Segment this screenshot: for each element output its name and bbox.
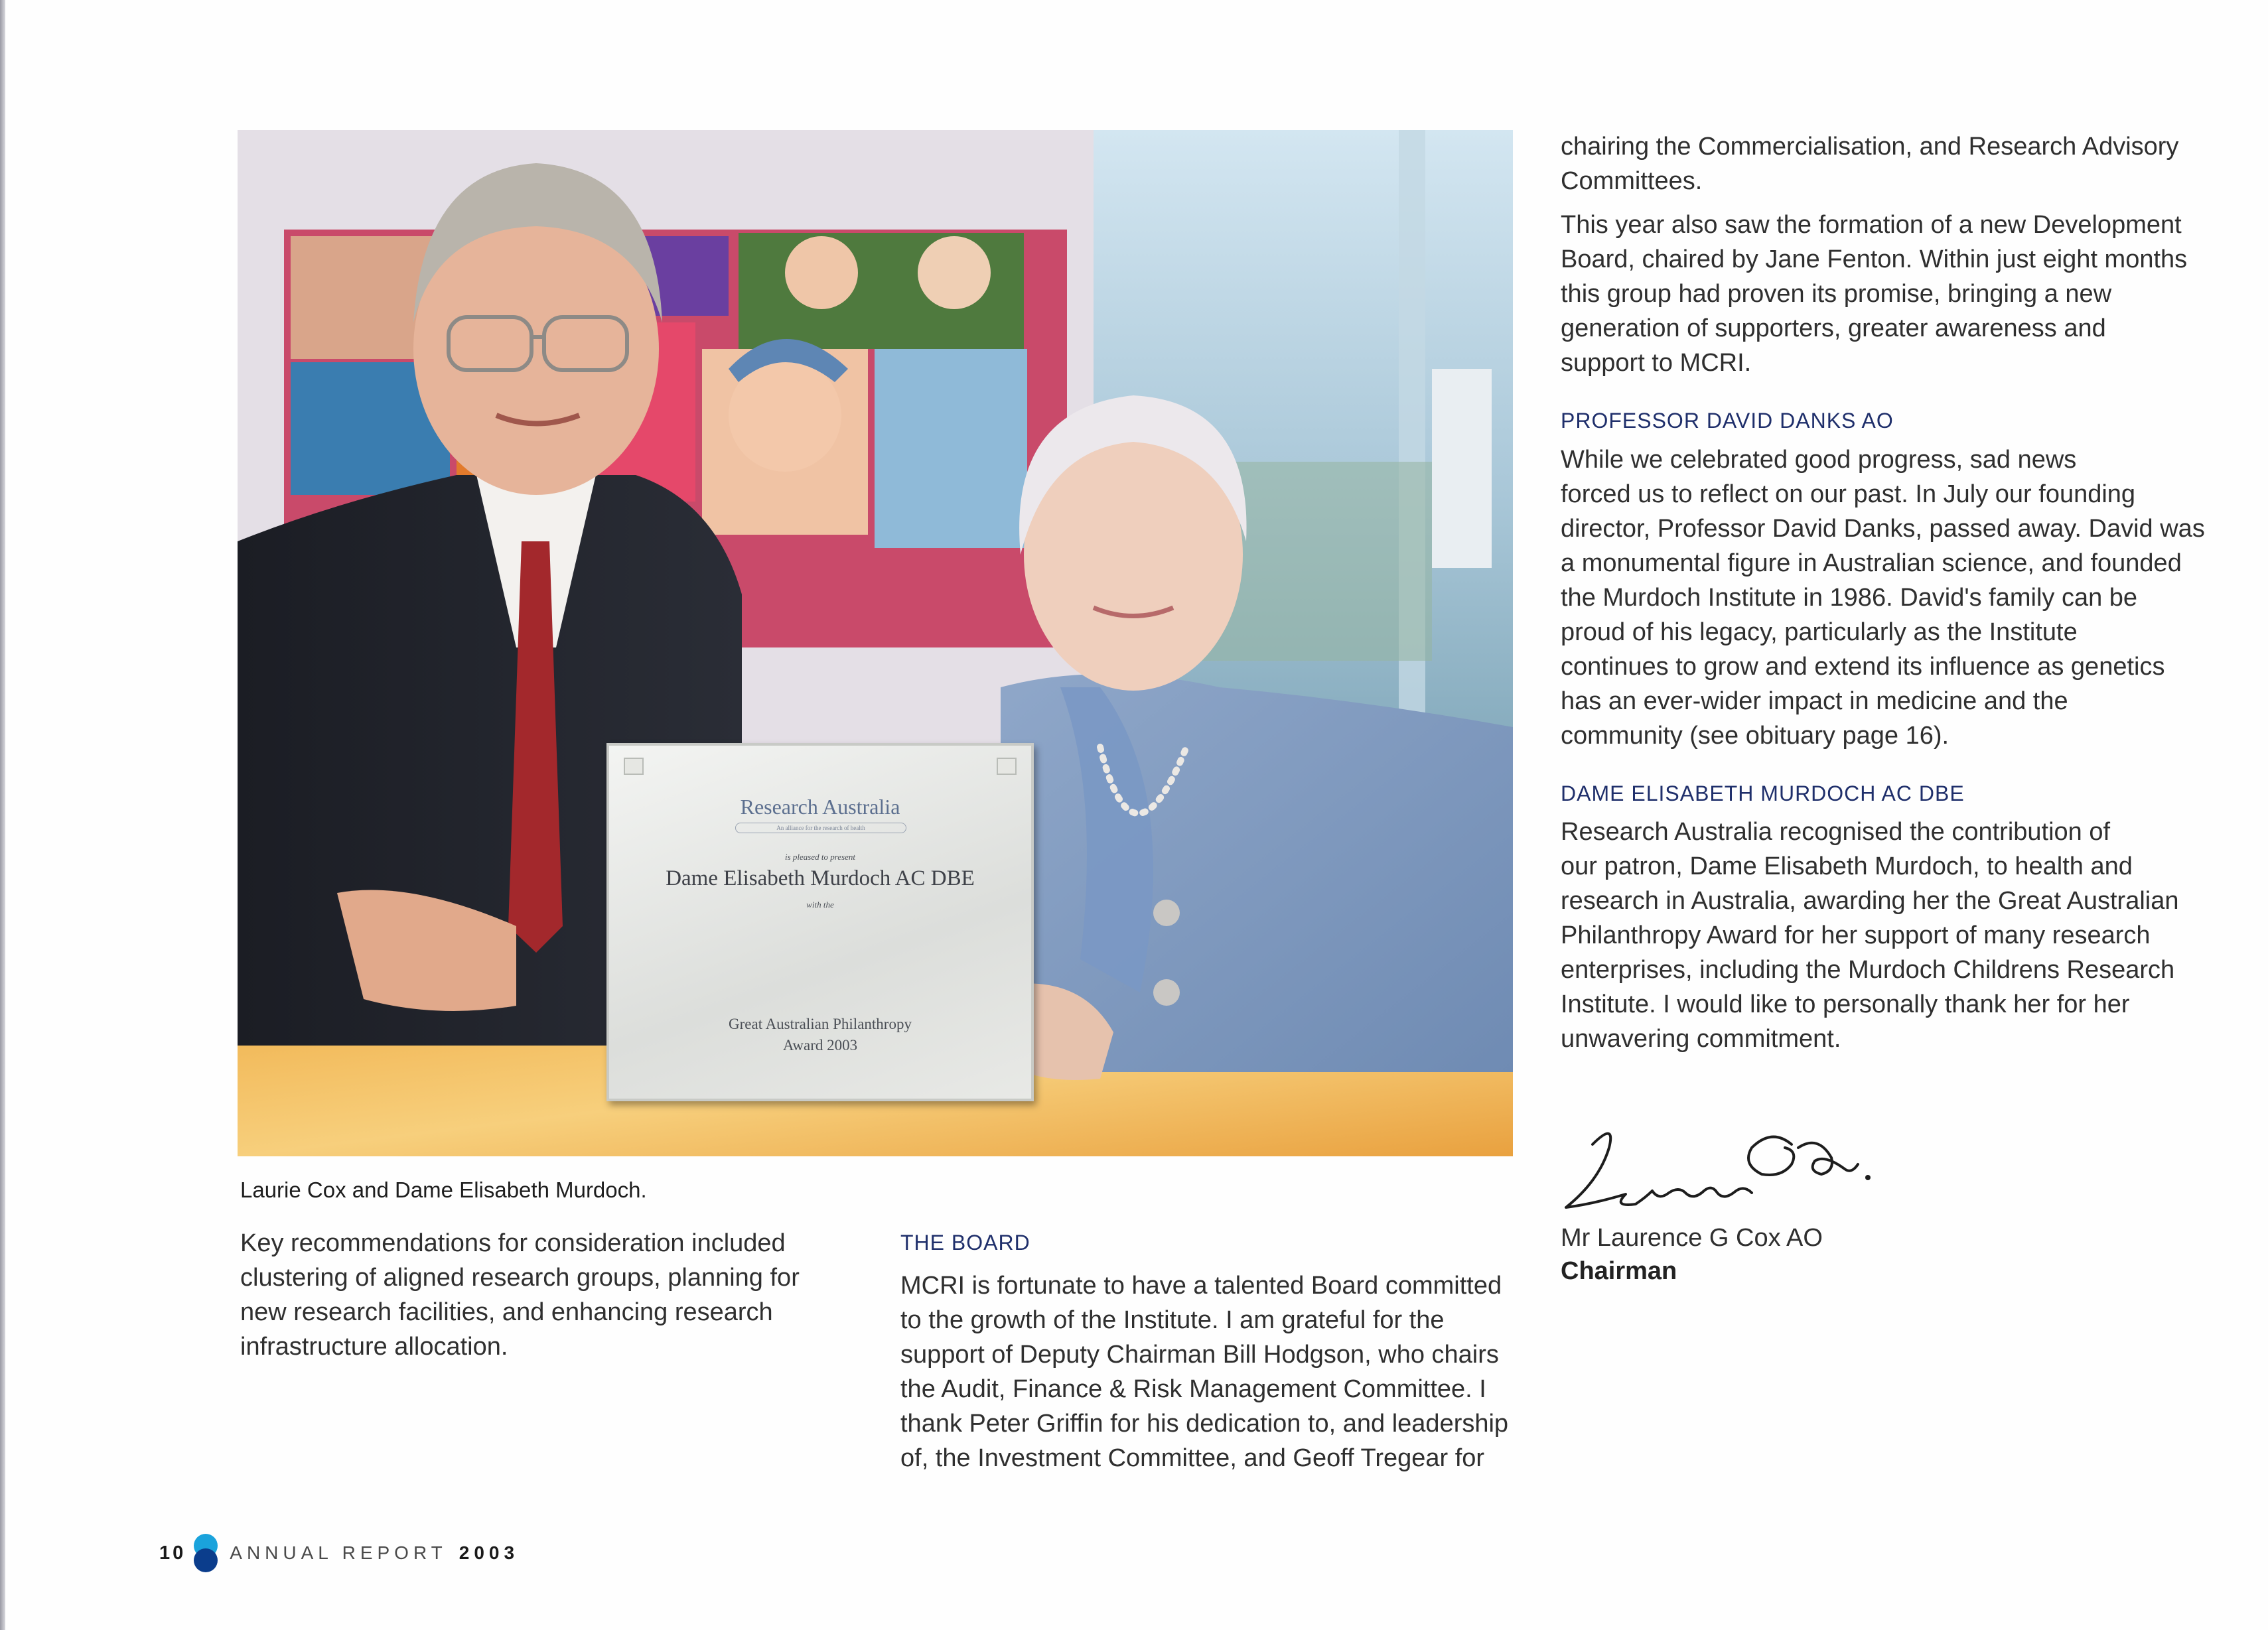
text-line: a monumental figure in Australian science, and founded bbox=[1561, 549, 2182, 577]
board-heading: THE BOARD bbox=[900, 1231, 1030, 1255]
text-line: our patron, Dame Elisabeth Murdoch, to health and bbox=[1561, 852, 2133, 880]
plaque-tagline: An alliance for the research of health bbox=[735, 823, 906, 833]
photo-laurie-cox-and-dame-elisabeth bbox=[238, 130, 1513, 1156]
award-plaque bbox=[606, 743, 1034, 1101]
plaque-standoff bbox=[997, 758, 1017, 775]
page-number: 10 bbox=[159, 1542, 186, 1564]
plaque-award bbox=[609, 1014, 1031, 1056]
plaque-award-line: Great Australian Philanthropy bbox=[729, 1016, 912, 1032]
board-paragraph-continued bbox=[1561, 129, 2178, 198]
text-line: has an ever-wider impact in medicine and the bbox=[1561, 687, 2068, 715]
page-footer bbox=[159, 1538, 519, 1568]
text-line: research in Australia, awarding her the Great Australian bbox=[1561, 887, 2179, 915]
text-line: proud of his legacy, particularly as the Institute bbox=[1561, 618, 2078, 646]
text-line: the Audit, Finance & Risk Management Committee. I bbox=[900, 1375, 1486, 1403]
text-line: generation of supporters, greater awareness and bbox=[1561, 314, 2106, 342]
text-line: the Murdoch Institute in 1986. David's family can be bbox=[1561, 584, 2138, 612]
plaque-brand: Research Australia bbox=[740, 795, 900, 819]
plaque-award-line: Award 2003 bbox=[782, 1037, 858, 1053]
text-line: new research facilities, and enhancing research bbox=[240, 1298, 773, 1326]
text-line: infrastructure allocation. bbox=[240, 1333, 508, 1361]
murdoch-paragraph bbox=[1561, 815, 2179, 1056]
institute-logo-icon bbox=[191, 1532, 220, 1574]
report-year: 2003 bbox=[459, 1542, 520, 1563]
text-line: unwavering commitment. bbox=[1561, 1025, 1841, 1053]
text-line: clustering of aligned research groups, planning for bbox=[240, 1264, 800, 1292]
text-line: director, Professor David Danks, passed away. David was bbox=[1561, 515, 2205, 543]
text-line: thank Peter Griffin for his dedication to, and leadership bbox=[900, 1410, 1509, 1438]
text-line: chairing the Commercialisation, and Research Advisory bbox=[1561, 133, 2179, 161]
plaque-with: with the bbox=[806, 900, 834, 910]
text-line: this group had proven its promise, bringing a new bbox=[1561, 280, 2112, 308]
text-line: support to MCRI. bbox=[1561, 349, 1752, 377]
text-line: of, the Investment Committee, and Geoff Tregear for bbox=[900, 1444, 1485, 1472]
text-line: Philanthropy Award for her support of many research bbox=[1561, 921, 2151, 949]
text-line: continues to grow and extend its influence as genetics bbox=[1561, 653, 2165, 681]
text-line: support of Deputy Chairman Bill Hodgson, who chairs bbox=[900, 1341, 1499, 1369]
danks-paragraph bbox=[1561, 442, 2205, 753]
text-line: Board, chaired by Jane Fenton. Within just eight months bbox=[1561, 245, 2188, 273]
text-line: forced us to reflect on our past. In July our founding bbox=[1561, 480, 2136, 508]
text-line: While we celebrated good progress, sad news bbox=[1561, 446, 2077, 474]
signer-title: Chairman bbox=[1561, 1257, 1677, 1285]
text-line: Research Australia recognised the contribution of bbox=[1561, 818, 2111, 846]
text-line: MCRI is fortunate to have a talented Board committed bbox=[900, 1272, 1502, 1300]
text-line: Committees. bbox=[1561, 167, 1703, 195]
development-board-paragraph bbox=[1561, 208, 2187, 380]
text-line: Key recommendations for consideration included bbox=[240, 1229, 786, 1257]
report-title: ANNUAL REPORT bbox=[230, 1542, 447, 1563]
plaque-standoff bbox=[624, 758, 644, 775]
recommendations-paragraph bbox=[240, 1226, 800, 1364]
signer-name: Mr Laurence G Cox AO bbox=[1561, 1224, 1823, 1252]
text-line: community (see obituary page 16). bbox=[1561, 722, 1949, 750]
signature-graphic bbox=[1553, 1108, 1898, 1221]
plaque-presents: is pleased to present bbox=[784, 852, 856, 862]
plaque-recipient: Dame Elisabeth Murdoch AC DBE bbox=[666, 866, 975, 890]
text-line: This year also saw the formation of a new Development bbox=[1561, 211, 2182, 239]
text-line: Institute. I would like to personally thank her for her bbox=[1561, 990, 2130, 1018]
murdoch-heading: DAME ELISABETH MURDOCH AC DBE bbox=[1561, 781, 1965, 805]
danks-heading: PROFESSOR DAVID DANKS AO bbox=[1561, 409, 1894, 433]
photo-caption: Laurie Cox and Dame Elisabeth Murdoch. bbox=[240, 1178, 647, 1202]
text-line: to the growth of the Institute. I am grateful for the bbox=[900, 1306, 1445, 1334]
page-edge bbox=[0, 0, 5, 1630]
board-paragraph bbox=[900, 1268, 1508, 1475]
text-line: enterprises, including the Murdoch Childrens Research bbox=[1561, 956, 2175, 984]
